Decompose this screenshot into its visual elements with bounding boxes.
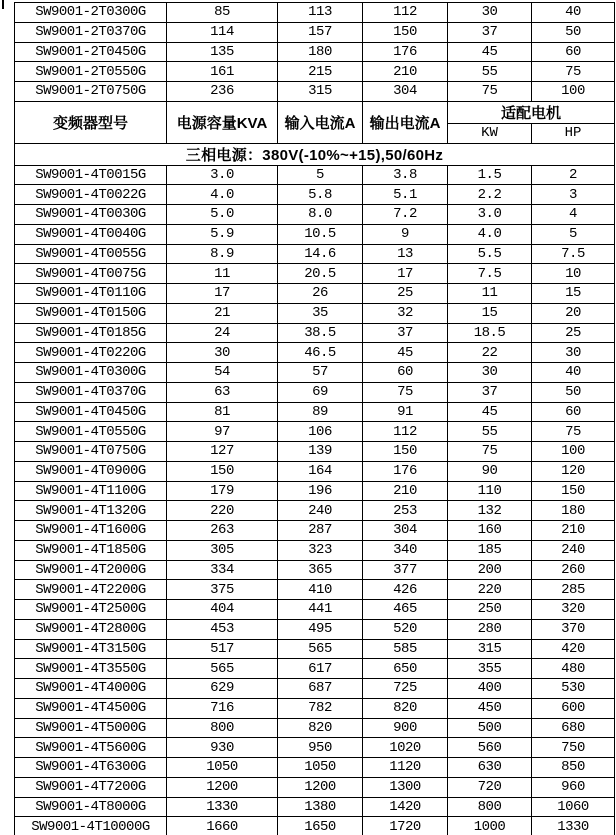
- value-cell: 97: [167, 422, 278, 442]
- value-cell: 50: [532, 382, 615, 402]
- value-cell: 15: [448, 303, 532, 323]
- value-cell: 26: [278, 284, 363, 304]
- spec-row: [15, 323, 615, 343]
- value-cell: 30: [448, 3, 532, 23]
- value-cell: 1000: [448, 817, 532, 835]
- value-cell: 520: [363, 619, 448, 639]
- spec-row: [15, 777, 615, 797]
- spec-row: [15, 205, 615, 225]
- value-cell: 420: [532, 639, 615, 659]
- value-cell: 3.0: [167, 165, 278, 185]
- model-cell: SW9001-4T0450G: [15, 402, 167, 422]
- model-cell: SW9001-2T0300G: [15, 3, 167, 23]
- value-cell: 530: [532, 679, 615, 699]
- value-cell: 157: [278, 22, 363, 42]
- value-cell: 17: [363, 264, 448, 284]
- value-cell: 150: [363, 442, 448, 462]
- spec-row: [15, 42, 615, 62]
- value-cell: 565: [278, 639, 363, 659]
- value-cell: 3: [532, 185, 615, 205]
- value-cell: 250: [448, 600, 532, 620]
- spec-row: [15, 165, 615, 185]
- value-cell: 5.9: [167, 224, 278, 244]
- spec-row: [15, 758, 615, 778]
- value-cell: 850: [532, 758, 615, 778]
- value-cell: 8.9: [167, 244, 278, 264]
- value-cell: 30: [532, 343, 615, 363]
- value-cell: 15: [532, 284, 615, 304]
- header-row-main: [15, 101, 615, 123]
- value-cell: 1720: [363, 817, 448, 835]
- value-cell: 10.5: [278, 224, 363, 244]
- spec-row: [15, 402, 615, 422]
- model-cell: SW9001-4T3150G: [15, 639, 167, 659]
- value-cell: 725: [363, 679, 448, 699]
- power-supply-note: 三相电源：380V(-10%~+15),50/60Hz: [15, 143, 615, 165]
- value-cell: 160: [448, 521, 532, 541]
- value-cell: 75: [532, 62, 615, 82]
- value-cell: 69: [278, 382, 363, 402]
- value-cell: 75: [532, 422, 615, 442]
- value-cell: 1020: [363, 738, 448, 758]
- value-cell: 287: [278, 521, 363, 541]
- value-cell: 1380: [278, 797, 363, 817]
- inverter-spec-table: [14, 2, 615, 835]
- value-cell: 89: [278, 402, 363, 422]
- value-cell: 334: [167, 560, 278, 580]
- value-cell: 305: [167, 540, 278, 560]
- value-cell: 91: [363, 402, 448, 422]
- value-cell: 20.5: [278, 264, 363, 284]
- header-output-current: 输出电流A: [363, 101, 448, 143]
- value-cell: 100: [532, 82, 615, 102]
- value-cell: 37: [363, 323, 448, 343]
- value-cell: 240: [532, 540, 615, 560]
- value-cell: 1120: [363, 758, 448, 778]
- spec-row: [15, 264, 615, 284]
- value-cell: 132: [448, 501, 532, 521]
- value-cell: 4.0: [448, 224, 532, 244]
- value-cell: 114: [167, 22, 278, 42]
- value-cell: 30: [448, 363, 532, 383]
- value-cell: 176: [363, 461, 448, 481]
- value-cell: 315: [448, 639, 532, 659]
- model-cell: SW9001-2T0450G: [15, 42, 167, 62]
- value-cell: 426: [363, 580, 448, 600]
- value-cell: 10: [532, 264, 615, 284]
- value-cell: 1420: [363, 797, 448, 817]
- value-cell: 2: [532, 165, 615, 185]
- value-cell: 112: [363, 3, 448, 23]
- model-cell: SW9001-4T2200G: [15, 580, 167, 600]
- value-cell: 180: [278, 42, 363, 62]
- value-cell: 315: [278, 82, 363, 102]
- value-cell: 11: [448, 284, 532, 304]
- model-cell: SW9001-4T1100G: [15, 481, 167, 501]
- model-cell: SW9001-4T5000G: [15, 718, 167, 738]
- value-cell: 375: [167, 580, 278, 600]
- spec-row: [15, 284, 615, 304]
- value-cell: 32: [363, 303, 448, 323]
- model-cell: SW9001-4T0022G: [15, 185, 167, 205]
- value-cell: 1.5: [448, 165, 532, 185]
- value-cell: 110: [448, 481, 532, 501]
- value-cell: 4.0: [167, 185, 278, 205]
- value-cell: 404: [167, 600, 278, 620]
- value-cell: 495: [278, 619, 363, 639]
- value-cell: 135: [167, 42, 278, 62]
- value-cell: 40: [532, 363, 615, 383]
- value-cell: 585: [363, 639, 448, 659]
- spec-row: [15, 185, 615, 205]
- value-cell: 113: [278, 3, 363, 23]
- value-cell: 106: [278, 422, 363, 442]
- value-cell: 930: [167, 738, 278, 758]
- value-cell: 453: [167, 619, 278, 639]
- value-cell: 200: [448, 560, 532, 580]
- cutoff-table-remnant: [2, 0, 4, 9]
- model-cell: SW9001-2T0370G: [15, 22, 167, 42]
- value-cell: 629: [167, 679, 278, 699]
- value-cell: 8.0: [278, 205, 363, 225]
- value-cell: 340: [363, 540, 448, 560]
- value-cell: 17: [167, 284, 278, 304]
- value-cell: 57: [278, 363, 363, 383]
- value-cell: 161: [167, 62, 278, 82]
- value-cell: 377: [363, 560, 448, 580]
- value-cell: 441: [278, 600, 363, 620]
- value-cell: 215: [278, 62, 363, 82]
- model-cell: SW9001-4T0015G: [15, 165, 167, 185]
- model-cell: SW9001-4T0300G: [15, 363, 167, 383]
- spec-row: [15, 619, 615, 639]
- value-cell: 25: [532, 323, 615, 343]
- spec-row: [15, 422, 615, 442]
- value-cell: 35: [278, 303, 363, 323]
- value-cell: 210: [363, 62, 448, 82]
- value-cell: 180: [532, 501, 615, 521]
- spec-row: [15, 738, 615, 758]
- value-cell: 1050: [167, 758, 278, 778]
- value-cell: 236: [167, 82, 278, 102]
- spec-row: [15, 82, 615, 102]
- value-cell: 54: [167, 363, 278, 383]
- model-cell: SW9001-4T0220G: [15, 343, 167, 363]
- value-cell: 45: [448, 402, 532, 422]
- spec-row: [15, 580, 615, 600]
- value-cell: 960: [532, 777, 615, 797]
- value-cell: 365: [278, 560, 363, 580]
- value-cell: 21: [167, 303, 278, 323]
- value-cell: 750: [532, 738, 615, 758]
- model-cell: SW9001-4T2000G: [15, 560, 167, 580]
- model-cell: SW9001-4T0040G: [15, 224, 167, 244]
- value-cell: 500: [448, 718, 532, 738]
- value-cell: 90: [448, 461, 532, 481]
- model-cell: SW9001-4T1320G: [15, 501, 167, 521]
- model-cell: SW9001-4T5600G: [15, 738, 167, 758]
- value-cell: 2.2: [448, 185, 532, 205]
- value-cell: 400: [448, 679, 532, 699]
- value-cell: 38.5: [278, 323, 363, 343]
- model-cell: SW9001-4T4500G: [15, 698, 167, 718]
- model-cell: SW9001-4T3550G: [15, 659, 167, 679]
- value-cell: 1200: [278, 777, 363, 797]
- value-cell: 50: [532, 22, 615, 42]
- value-cell: 45: [363, 343, 448, 363]
- value-cell: 60: [532, 402, 615, 422]
- value-cell: 1650: [278, 817, 363, 835]
- value-cell: 630: [448, 758, 532, 778]
- value-cell: 14.6: [278, 244, 363, 264]
- spec-row: [15, 62, 615, 82]
- spec-row: [15, 659, 615, 679]
- value-cell: 1200: [167, 777, 278, 797]
- value-cell: 280: [448, 619, 532, 639]
- value-cell: 46.5: [278, 343, 363, 363]
- value-cell: 687: [278, 679, 363, 699]
- value-cell: 30: [167, 343, 278, 363]
- value-cell: 13: [363, 244, 448, 264]
- model-cell: SW9001-4T0550G: [15, 422, 167, 442]
- value-cell: 220: [167, 501, 278, 521]
- value-cell: 450: [448, 698, 532, 718]
- value-cell: 240: [278, 501, 363, 521]
- header-model: 变频器型号: [15, 101, 167, 143]
- header-input-current: 输入电流A: [278, 101, 363, 143]
- value-cell: 139: [278, 442, 363, 462]
- spec-row: [15, 797, 615, 817]
- spec-row: [15, 718, 615, 738]
- value-cell: 150: [167, 461, 278, 481]
- value-cell: 7.2: [363, 205, 448, 225]
- value-cell: 1330: [167, 797, 278, 817]
- value-cell: 81: [167, 402, 278, 422]
- rows-2t-section: [15, 3, 615, 102]
- value-cell: 370: [532, 619, 615, 639]
- value-cell: 20: [532, 303, 615, 323]
- value-cell: 800: [167, 718, 278, 738]
- rows-4t-section: [15, 165, 615, 835]
- spec-row: [15, 303, 615, 323]
- model-cell: SW9001-2T0750G: [15, 82, 167, 102]
- value-cell: 120: [532, 461, 615, 481]
- value-cell: 1330: [532, 817, 615, 835]
- spec-row: [15, 817, 615, 835]
- value-cell: 37: [448, 382, 532, 402]
- value-cell: 40: [532, 3, 615, 23]
- value-cell: 820: [278, 718, 363, 738]
- value-cell: 263: [167, 521, 278, 541]
- value-cell: 4: [532, 205, 615, 225]
- model-cell: SW9001-4T0900G: [15, 461, 167, 481]
- model-cell: SW9001-4T0185G: [15, 323, 167, 343]
- value-cell: 75: [363, 382, 448, 402]
- value-cell: 196: [278, 481, 363, 501]
- value-cell: 164: [278, 461, 363, 481]
- spec-row: [15, 442, 615, 462]
- model-cell: SW9001-4T0030G: [15, 205, 167, 225]
- value-cell: 24: [167, 323, 278, 343]
- value-cell: 11: [167, 264, 278, 284]
- value-cell: 5.8: [278, 185, 363, 205]
- value-cell: 565: [167, 659, 278, 679]
- model-cell: SW9001-4T2500G: [15, 600, 167, 620]
- value-cell: 85: [167, 3, 278, 23]
- value-cell: 465: [363, 600, 448, 620]
- value-cell: 820: [363, 698, 448, 718]
- value-cell: 60: [363, 363, 448, 383]
- value-cell: 5: [278, 165, 363, 185]
- model-cell: SW9001-4T10000G: [15, 817, 167, 835]
- spec-row: [15, 343, 615, 363]
- header-capacity: 电源容量KVA: [167, 101, 278, 143]
- spec-row: [15, 244, 615, 264]
- value-cell: 55: [448, 422, 532, 442]
- model-cell: SW9001-4T6300G: [15, 758, 167, 778]
- spec-row: [15, 501, 615, 521]
- spec-row: [15, 600, 615, 620]
- value-cell: 5: [532, 224, 615, 244]
- value-cell: 75: [448, 82, 532, 102]
- value-cell: 600: [532, 698, 615, 718]
- value-cell: 60: [532, 42, 615, 62]
- spec-row: [15, 382, 615, 402]
- value-cell: 18.5: [448, 323, 532, 343]
- value-cell: 716: [167, 698, 278, 718]
- model-cell: SW9001-4T8000G: [15, 797, 167, 817]
- header-hp: HP: [532, 123, 615, 143]
- header-section: [15, 101, 615, 165]
- value-cell: 253: [363, 501, 448, 521]
- value-cell: 950: [278, 738, 363, 758]
- value-cell: 1660: [167, 817, 278, 835]
- model-cell: SW9001-4T0110G: [15, 284, 167, 304]
- value-cell: 680: [532, 718, 615, 738]
- power-note-row: [15, 143, 615, 165]
- value-cell: 7.5: [532, 244, 615, 264]
- value-cell: 220: [448, 580, 532, 600]
- model-cell: SW9001-4T0150G: [15, 303, 167, 323]
- model-cell: SW9001-2T0550G: [15, 62, 167, 82]
- value-cell: 5.0: [167, 205, 278, 225]
- model-cell: SW9001-4T0055G: [15, 244, 167, 264]
- spec-row: [15, 679, 615, 699]
- value-cell: 150: [363, 22, 448, 42]
- value-cell: 9: [363, 224, 448, 244]
- model-cell: SW9001-4T0750G: [15, 442, 167, 462]
- value-cell: 63: [167, 382, 278, 402]
- spec-row: [15, 521, 615, 541]
- value-cell: 260: [532, 560, 615, 580]
- spec-row: [15, 3, 615, 23]
- value-cell: 320: [532, 600, 615, 620]
- spec-row: [15, 560, 615, 580]
- value-cell: 37: [448, 22, 532, 42]
- value-cell: 900: [363, 718, 448, 738]
- value-cell: 7.5: [448, 264, 532, 284]
- value-cell: 304: [363, 521, 448, 541]
- value-cell: 517: [167, 639, 278, 659]
- value-cell: 3.8: [363, 165, 448, 185]
- value-cell: 720: [448, 777, 532, 797]
- value-cell: 782: [278, 698, 363, 718]
- spec-row: [15, 224, 615, 244]
- header-motor: 适配电机: [448, 101, 615, 123]
- model-cell: SW9001-4T1850G: [15, 540, 167, 560]
- model-cell: SW9001-4T7200G: [15, 777, 167, 797]
- value-cell: 185: [448, 540, 532, 560]
- model-cell: SW9001-4T1600G: [15, 521, 167, 541]
- spec-row: [15, 698, 615, 718]
- value-cell: 304: [363, 82, 448, 102]
- value-cell: 150: [532, 481, 615, 501]
- header-kw: KW: [448, 123, 532, 143]
- model-cell: SW9001-4T0370G: [15, 382, 167, 402]
- value-cell: 25: [363, 284, 448, 304]
- value-cell: 75: [448, 442, 532, 462]
- value-cell: 1300: [363, 777, 448, 797]
- model-cell: SW9001-4T0075G: [15, 264, 167, 284]
- value-cell: 617: [278, 659, 363, 679]
- value-cell: 179: [167, 481, 278, 501]
- value-cell: 1060: [532, 797, 615, 817]
- value-cell: 355: [448, 659, 532, 679]
- value-cell: 410: [278, 580, 363, 600]
- value-cell: 285: [532, 580, 615, 600]
- value-cell: 3.0: [448, 205, 532, 225]
- spec-row: [15, 481, 615, 501]
- model-cell: SW9001-4T4000G: [15, 679, 167, 699]
- value-cell: 1050: [278, 758, 363, 778]
- value-cell: 112: [363, 422, 448, 442]
- value-cell: 100: [532, 442, 615, 462]
- value-cell: 55: [448, 62, 532, 82]
- value-cell: 22: [448, 343, 532, 363]
- value-cell: 560: [448, 738, 532, 758]
- value-cell: 45: [448, 42, 532, 62]
- spec-row: [15, 461, 615, 481]
- spec-row: [15, 540, 615, 560]
- value-cell: 323: [278, 540, 363, 560]
- value-cell: 480: [532, 659, 615, 679]
- spec-row: [15, 22, 615, 42]
- value-cell: 210: [363, 481, 448, 501]
- value-cell: 800: [448, 797, 532, 817]
- value-cell: 127: [167, 442, 278, 462]
- value-cell: 176: [363, 42, 448, 62]
- value-cell: 5.5: [448, 244, 532, 264]
- spec-row: [15, 639, 615, 659]
- value-cell: 5.1: [363, 185, 448, 205]
- value-cell: 210: [532, 521, 615, 541]
- spec-row: [15, 363, 615, 383]
- model-cell: SW9001-4T2800G: [15, 619, 167, 639]
- value-cell: 650: [363, 659, 448, 679]
